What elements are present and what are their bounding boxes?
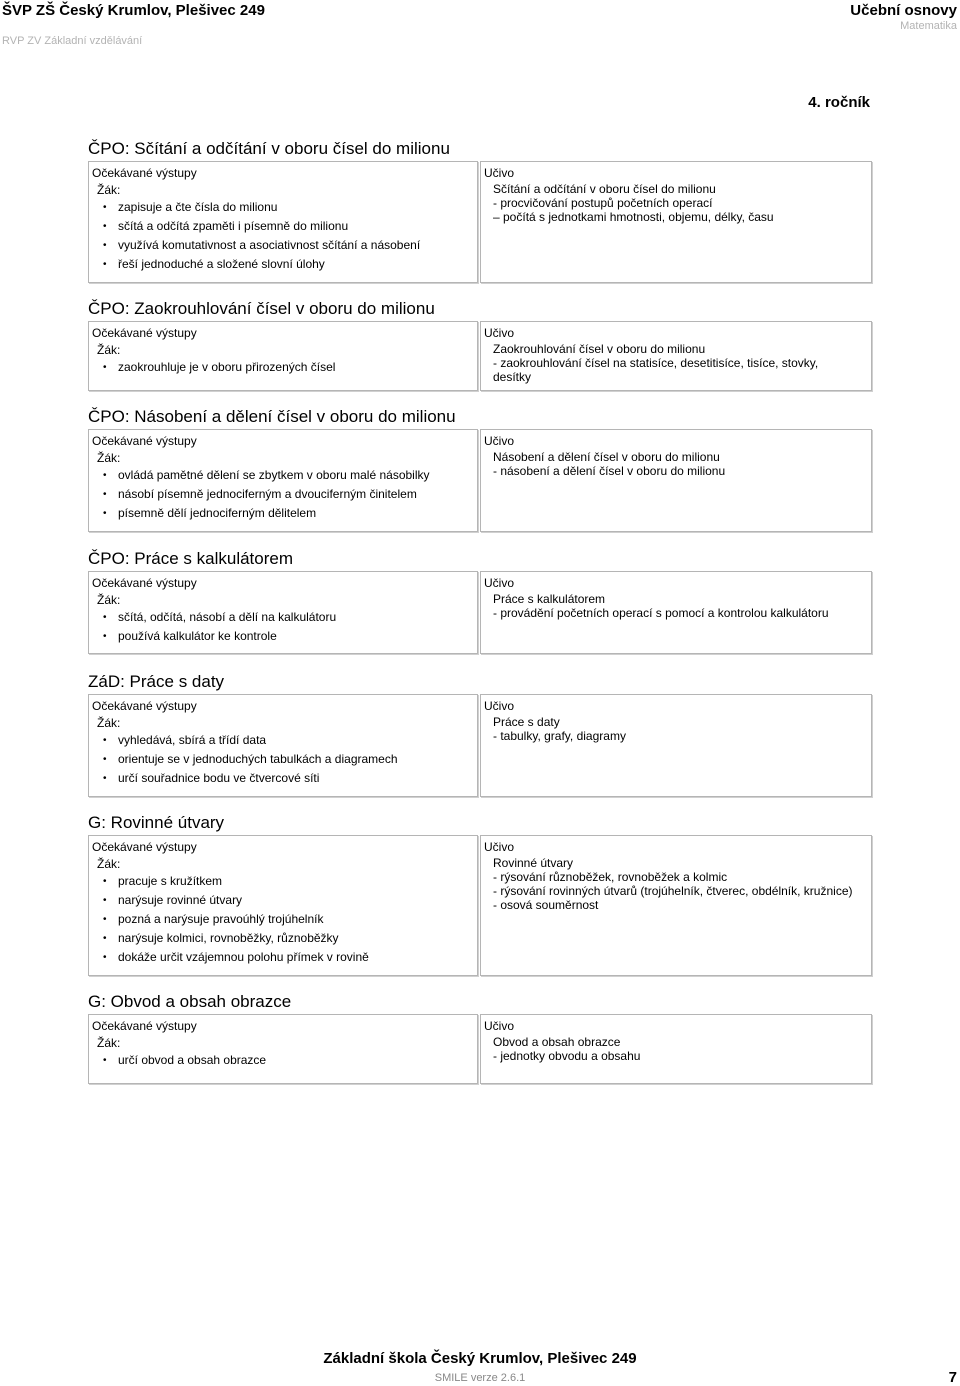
page-number: 7 [948, 1369, 957, 1386]
outputs-box [88, 835, 478, 976]
output-item: • používá kalkulátor ke kontrole [92, 629, 471, 644]
section [88, 992, 872, 1084]
section [88, 407, 872, 532]
header-left-subtitle: RVP ZV Základní vzdělávání [2, 35, 143, 47]
curriculum-box [480, 571, 872, 654]
output-item: • ovládá pamětné dělení se zbytkem v oboru malé násobilky [92, 468, 471, 483]
curriculum-text: Násobení a dělení čísel v oboru do milionu - násobení a dělení čísel v oboru do milionu [493, 450, 726, 478]
section-title: ČPO: Zaokrouhlování čísel v oboru do milionu [88, 299, 435, 318]
section [88, 299, 872, 391]
output-item: • určí obvod a obsah obrazce [92, 1053, 471, 1068]
output-item: • řeší jednoduché a složené slovní úlohy [92, 257, 471, 272]
outputs-box [88, 321, 478, 391]
output-item: • pracuje s kružítkem [92, 874, 471, 889]
section-title: ČPO: Práce s kalkulátorem [88, 549, 294, 568]
curriculum-text: Rovinné útvary - rýsování různoběžek, rovnoběžek a kolmic - rýsování rovinných útvarů (trojúhelník, čtverec, obdélník, kružnice) - osová souměrnost [493, 856, 853, 912]
footer-school: Základní škola Český Krumlov, Plešivec 249 [323, 1350, 637, 1367]
curriculum-box [480, 429, 872, 532]
section-title: G: Rovinné útvary [88, 813, 225, 832]
pupil-label: Žák: [97, 593, 121, 607]
pupil-label: Žák: [97, 183, 121, 197]
curriculum-box [480, 161, 872, 283]
outputs-box [88, 1014, 478, 1084]
pupil-label: Žák: [97, 451, 121, 465]
header-right-subtitle: Matematika [900, 20, 957, 32]
curriculum-heading: Učivo [484, 576, 515, 590]
section [88, 672, 872, 797]
pupil-label: Žák: [97, 716, 121, 730]
outputs-box [88, 429, 478, 532]
grade-label: 4. ročník [808, 94, 870, 111]
footer-version: SMILE verze 2.6.1 [434, 1372, 526, 1384]
curriculum-heading: Učivo [484, 1019, 515, 1033]
curriculum-box [480, 321, 872, 391]
outputs-heading: Očekávané výstupy [92, 840, 197, 854]
output-item: • narýsuje kolmici, rovnoběžky, různoběžky [92, 931, 471, 946]
output-item: • násobí písemně jednociferným a dvouciferným činitelem [92, 487, 471, 502]
output-item: • narýsuje rovinné útvary [92, 893, 471, 908]
output-item: • zaokrouhluje je v oboru přirozených čísel [92, 360, 471, 375]
pupil-label: Žák: [97, 343, 121, 357]
output-item: • zapisuje a čte čísla do milionu [92, 200, 471, 215]
output-item: • určí souřadnice bodu ve čtvercové síti [92, 771, 471, 786]
curriculum-text: Práce s daty - tabulky, grafy, diagramy [493, 715, 626, 743]
curriculum-text: Práce s kalkulátorem - provádění početních operací s pomocí a kontrolou kalkulátoru [493, 592, 829, 620]
section [88, 813, 872, 976]
outputs-box [88, 161, 478, 283]
output-item: • pozná a narýsuje pravoúhlý trojúhelník [92, 912, 471, 927]
curriculum-heading: Učivo [484, 699, 515, 713]
curriculum-box [480, 835, 872, 976]
curriculum-heading: Učivo [484, 840, 515, 854]
section-title: ČPO: Sčítání a odčítání v oboru čísel do milionu [88, 139, 450, 158]
curriculum-text: Sčítání a odčítání v oboru čísel do milionu - procvičování postupů početních operací – počítá s jednotkami hmotnosti, objemu, délky, času [493, 182, 774, 224]
output-item: • sčítá, odčítá, násobí a dělí na kalkulátoru [92, 610, 471, 625]
outputs-box [88, 571, 478, 654]
curriculum-text: Obvod a obsah obrazce - jednotky obvodu a obsahu [493, 1035, 641, 1063]
header-left-title: ŠVP ZŠ Český Krumlov, Plešivec 249 [2, 2, 265, 19]
outputs-heading: Očekávané výstupy [92, 699, 197, 713]
section-title: G: Obvod a obsah obrazce [88, 992, 292, 1011]
pupil-label: Žák: [97, 1036, 121, 1050]
section [88, 549, 872, 654]
output-item: • písemně dělí jednociferným dělitelem [92, 506, 471, 521]
outputs-heading: Očekávané výstupy [92, 326, 197, 340]
header-right-title: Učební osnovy [850, 2, 957, 19]
outputs-box [88, 694, 478, 797]
outputs-heading: Očekávané výstupy [92, 1019, 197, 1033]
outputs-heading: Očekávané výstupy [92, 434, 197, 448]
curriculum-box [480, 1014, 872, 1084]
curriculum-text: Zaokrouhlování čísel v oboru do milionu - zaokrouhlování čísel na statisíce, desetitisíce, tisíce, stovky, desítky [493, 342, 819, 384]
output-item: • orientuje se v jednoduchých tabulkách a diagramech [92, 752, 471, 767]
curriculum-heading: Učivo [484, 166, 515, 180]
pupil-label: Žák: [97, 857, 121, 871]
outputs-heading: Očekávané výstupy [92, 576, 197, 590]
section-title: ČPO: Násobení a dělení čísel v oboru do milionu [88, 407, 456, 426]
curriculum-heading: Učivo [484, 326, 515, 340]
section-title: ZáD: Práce s daty [88, 672, 225, 691]
curriculum-heading: Učivo [484, 434, 515, 448]
outputs-heading: Očekávané výstupy [92, 166, 197, 180]
section [88, 139, 872, 283]
output-item: • vyhledává, sbírá a třídí data [92, 733, 471, 748]
output-item: • sčítá a odčítá zpaměti i písemně do milionu [92, 219, 471, 234]
output-item: • dokáže určit vzájemnou polohu přímek v rovině [92, 950, 471, 965]
output-item: • využívá komutativnost a asociativnost sčítání a násobení [92, 238, 471, 253]
curriculum-box [480, 694, 872, 797]
